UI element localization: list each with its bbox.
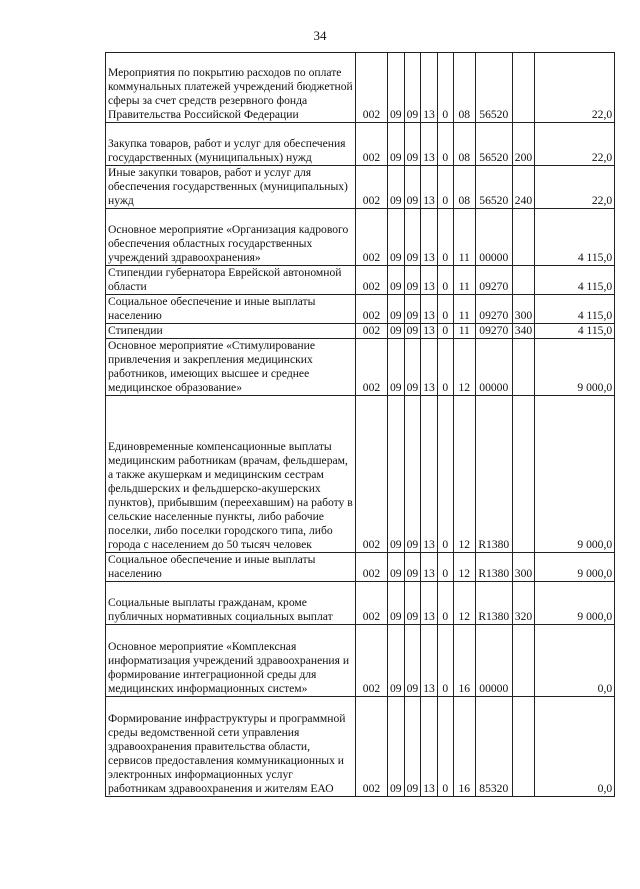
- row-name-cell: Мероприятия по покрытию расходов по оплате коммунальных платежей учреждений бюджетной сферы за счет средств резервного фонда Правительства Российской Федерации: [106, 53, 356, 123]
- table-row: [106, 295, 615, 324]
- event-code-cell: 12: [453, 553, 475, 582]
- expense-type-cell: 340: [512, 324, 534, 339]
- amount-cell: 22,0: [535, 166, 615, 209]
- event-code-cell: 08: [453, 53, 475, 123]
- table-row: [106, 209, 615, 266]
- amount-cell: 22,0: [535, 123, 615, 166]
- subsection-code-cell: 09: [404, 697, 421, 797]
- row-name-cell: Социальное обеспечение и иные выплаты населению: [106, 295, 356, 324]
- program-code-cell: 13: [421, 53, 438, 123]
- program-code-cell: 13: [421, 697, 438, 797]
- program-code-cell: 13: [421, 625, 438, 697]
- row-name-cell: Иные закупки товаров, работ и услуг для обеспечения государственных (муниципальных) нужд: [106, 166, 356, 209]
- amount-cell: 9 000,0: [535, 582, 615, 625]
- ministry-code-cell: 002: [356, 697, 388, 797]
- section-code-cell: 09: [388, 582, 405, 625]
- ministry-code-cell: 002: [356, 209, 388, 266]
- subprogram-code-cell: 0: [437, 396, 453, 553]
- table-row: [106, 166, 615, 209]
- subsection-code-cell: 09: [404, 123, 421, 166]
- expense-type-cell: [512, 697, 534, 797]
- amount-cell: 0,0: [535, 697, 615, 797]
- event-code-cell: 16: [453, 625, 475, 697]
- ministry-code-cell: 002: [356, 295, 388, 324]
- row-name-cell: Стипендии губернатора Еврейской автономной области: [106, 266, 356, 295]
- subprogram-code-cell: 0: [437, 553, 453, 582]
- subsection-code-cell: 09: [404, 625, 421, 697]
- ministry-code-cell: 002: [356, 582, 388, 625]
- subprogram-code-cell: 0: [437, 209, 453, 266]
- direction-code-cell: 09270: [475, 266, 512, 295]
- subprogram-code-cell: 0: [437, 582, 453, 625]
- page-number: 34: [313, 28, 327, 43]
- subprogram-code-cell: 0: [437, 266, 453, 295]
- subprogram-code-cell: 0: [437, 625, 453, 697]
- row-name-cell: Закупка товаров, работ и услуг для обеспечения государственных (муниципальных) нужд: [106, 123, 356, 166]
- section-code-cell: 09: [388, 324, 405, 339]
- event-code-cell: 08: [453, 123, 475, 166]
- row-name-cell: Единовременные компенсационные выплаты медицинским работникам (врачам, фельдшерам, а также акушеркам и медицинским сестрам фельдшерских и фельдшерско-акушерских пунктов), прибывшим (переехавшим) на работу в сельские населенные пункты, либо рабочие поселки, либо поселки городского типа, либо города с населением до 50 тысяч человек: [106, 396, 356, 553]
- program-code-cell: 13: [421, 553, 438, 582]
- row-name-cell: Формирование инфраструктуры и программной среды ведомственной сети управления здравоохранения правительства области, сервисов предоставления коммуникационных и электронных информационных услуг работникам здравоохранения и жителям ЕАО: [106, 697, 356, 797]
- subprogram-code-cell: 0: [437, 166, 453, 209]
- direction-code-cell: 00000: [475, 339, 512, 396]
- section-code-cell: 09: [388, 53, 405, 123]
- subsection-code-cell: 09: [404, 266, 421, 295]
- subsection-code-cell: 09: [404, 396, 421, 553]
- program-code-cell: 13: [421, 166, 438, 209]
- direction-code-cell: 56520: [475, 166, 512, 209]
- subsection-code-cell: 09: [404, 53, 421, 123]
- ministry-code-cell: 002: [356, 166, 388, 209]
- amount-cell: 4 115,0: [535, 295, 615, 324]
- row-name-cell: Социальное обеспечение и иные выплаты населению: [106, 553, 356, 582]
- program-code-cell: 13: [421, 266, 438, 295]
- section-code-cell: 09: [388, 295, 405, 324]
- expense-type-cell: [512, 396, 534, 553]
- direction-code-cell: R1380: [475, 396, 512, 553]
- amount-cell: 22,0: [535, 53, 615, 123]
- amount-cell: 9 000,0: [535, 396, 615, 553]
- event-code-cell: 12: [453, 582, 475, 625]
- ministry-code-cell: 002: [356, 53, 388, 123]
- amount-cell: 0,0: [535, 625, 615, 697]
- amount-cell: 4 115,0: [535, 266, 615, 295]
- ministry-code-cell: 002: [356, 396, 388, 553]
- subprogram-code-cell: 0: [437, 295, 453, 324]
- direction-code-cell: 09270: [475, 324, 512, 339]
- subprogram-code-cell: 0: [437, 339, 453, 396]
- direction-code-cell: R1380: [475, 553, 512, 582]
- subprogram-code-cell: 0: [437, 53, 453, 123]
- table-row: [106, 266, 615, 295]
- direction-code-cell: 56520: [475, 53, 512, 123]
- subprogram-code-cell: 0: [437, 697, 453, 797]
- ministry-code-cell: 002: [356, 324, 388, 339]
- amount-cell: 4 115,0: [535, 209, 615, 266]
- event-code-cell: 11: [453, 209, 475, 266]
- direction-code-cell: 00000: [475, 625, 512, 697]
- event-code-cell: 12: [453, 396, 475, 553]
- section-code-cell: 09: [388, 339, 405, 396]
- event-code-cell: 11: [453, 295, 475, 324]
- direction-code-cell: 85320: [475, 697, 512, 797]
- expense-type-cell: 240: [512, 166, 534, 209]
- ministry-code-cell: 002: [356, 553, 388, 582]
- section-code-cell: 09: [388, 209, 405, 266]
- direction-code-cell: 09270: [475, 295, 512, 324]
- table-row: [106, 324, 615, 339]
- subsection-code-cell: 09: [404, 295, 421, 324]
- program-code-cell: 13: [421, 123, 438, 166]
- subsection-code-cell: 09: [404, 339, 421, 396]
- table-row: [106, 582, 615, 625]
- amount-cell: 4 115,0: [535, 324, 615, 339]
- event-code-cell: 12: [453, 339, 475, 396]
- event-code-cell: 11: [453, 266, 475, 295]
- subsection-code-cell: 09: [404, 553, 421, 582]
- direction-code-cell: 56520: [475, 123, 512, 166]
- subprogram-code-cell: 0: [437, 123, 453, 166]
- ministry-code-cell: 002: [356, 339, 388, 396]
- expense-type-cell: [512, 209, 534, 266]
- subsection-code-cell: 09: [404, 324, 421, 339]
- expense-type-cell: [512, 339, 534, 396]
- program-code-cell: 13: [421, 324, 438, 339]
- event-code-cell: 08: [453, 166, 475, 209]
- table-row: [106, 53, 615, 123]
- program-code-cell: 13: [421, 582, 438, 625]
- ministry-code-cell: 002: [356, 625, 388, 697]
- row-name-cell: Основное мероприятие «Комплексная информатизация учреждений здравоохранения и формирование интеграционной среды для медицинских информационных систем»: [106, 625, 356, 697]
- row-name-cell: Стипендии: [106, 324, 356, 339]
- program-code-cell: 13: [421, 209, 438, 266]
- expense-type-cell: 200: [512, 123, 534, 166]
- expense-type-cell: 320: [512, 582, 534, 625]
- table-row: [106, 697, 615, 797]
- section-code-cell: 09: [388, 697, 405, 797]
- section-code-cell: 09: [388, 123, 405, 166]
- row-name-cell: Основное мероприятие «Стимулирование привлечения и закрепления медицинских работников, имеющих высшее и среднее медицинское образование»: [106, 339, 356, 396]
- event-code-cell: 16: [453, 697, 475, 797]
- section-code-cell: 09: [388, 396, 405, 553]
- amount-cell: 9 000,0: [535, 339, 615, 396]
- table-row: [106, 396, 615, 553]
- section-code-cell: 09: [388, 625, 405, 697]
- expense-type-cell: [512, 266, 534, 295]
- table-row: [106, 339, 615, 396]
- section-code-cell: 09: [388, 553, 405, 582]
- ministry-code-cell: 002: [356, 266, 388, 295]
- subprogram-code-cell: 0: [437, 324, 453, 339]
- section-code-cell: 09: [388, 166, 405, 209]
- expense-type-cell: [512, 625, 534, 697]
- subsection-code-cell: 09: [404, 582, 421, 625]
- subsection-code-cell: 09: [404, 209, 421, 266]
- table-row: [106, 123, 615, 166]
- table-row: [106, 625, 615, 697]
- expense-type-cell: 300: [512, 295, 534, 324]
- direction-code-cell: R1380: [475, 582, 512, 625]
- ministry-code-cell: 002: [356, 123, 388, 166]
- expense-type-cell: [512, 53, 534, 123]
- budget-table: [105, 52, 615, 797]
- table-row: [106, 553, 615, 582]
- budget-table-body: [106, 53, 615, 797]
- row-name-cell: Социальные выплаты гражданам, кроме публичных нормативных социальных выплат: [106, 582, 356, 625]
- program-code-cell: 13: [421, 396, 438, 553]
- subsection-code-cell: 09: [404, 166, 421, 209]
- event-code-cell: 11: [453, 324, 475, 339]
- direction-code-cell: 00000: [475, 209, 512, 266]
- amount-cell: 9 000,0: [535, 553, 615, 582]
- row-name-cell: Основное мероприятие «Организация кадрового обеспечения областных государственных учреждений здравоохранения»: [106, 209, 356, 266]
- program-code-cell: 13: [421, 339, 438, 396]
- section-code-cell: 09: [388, 266, 405, 295]
- program-code-cell: 13: [421, 295, 438, 324]
- expense-type-cell: 300: [512, 553, 534, 582]
